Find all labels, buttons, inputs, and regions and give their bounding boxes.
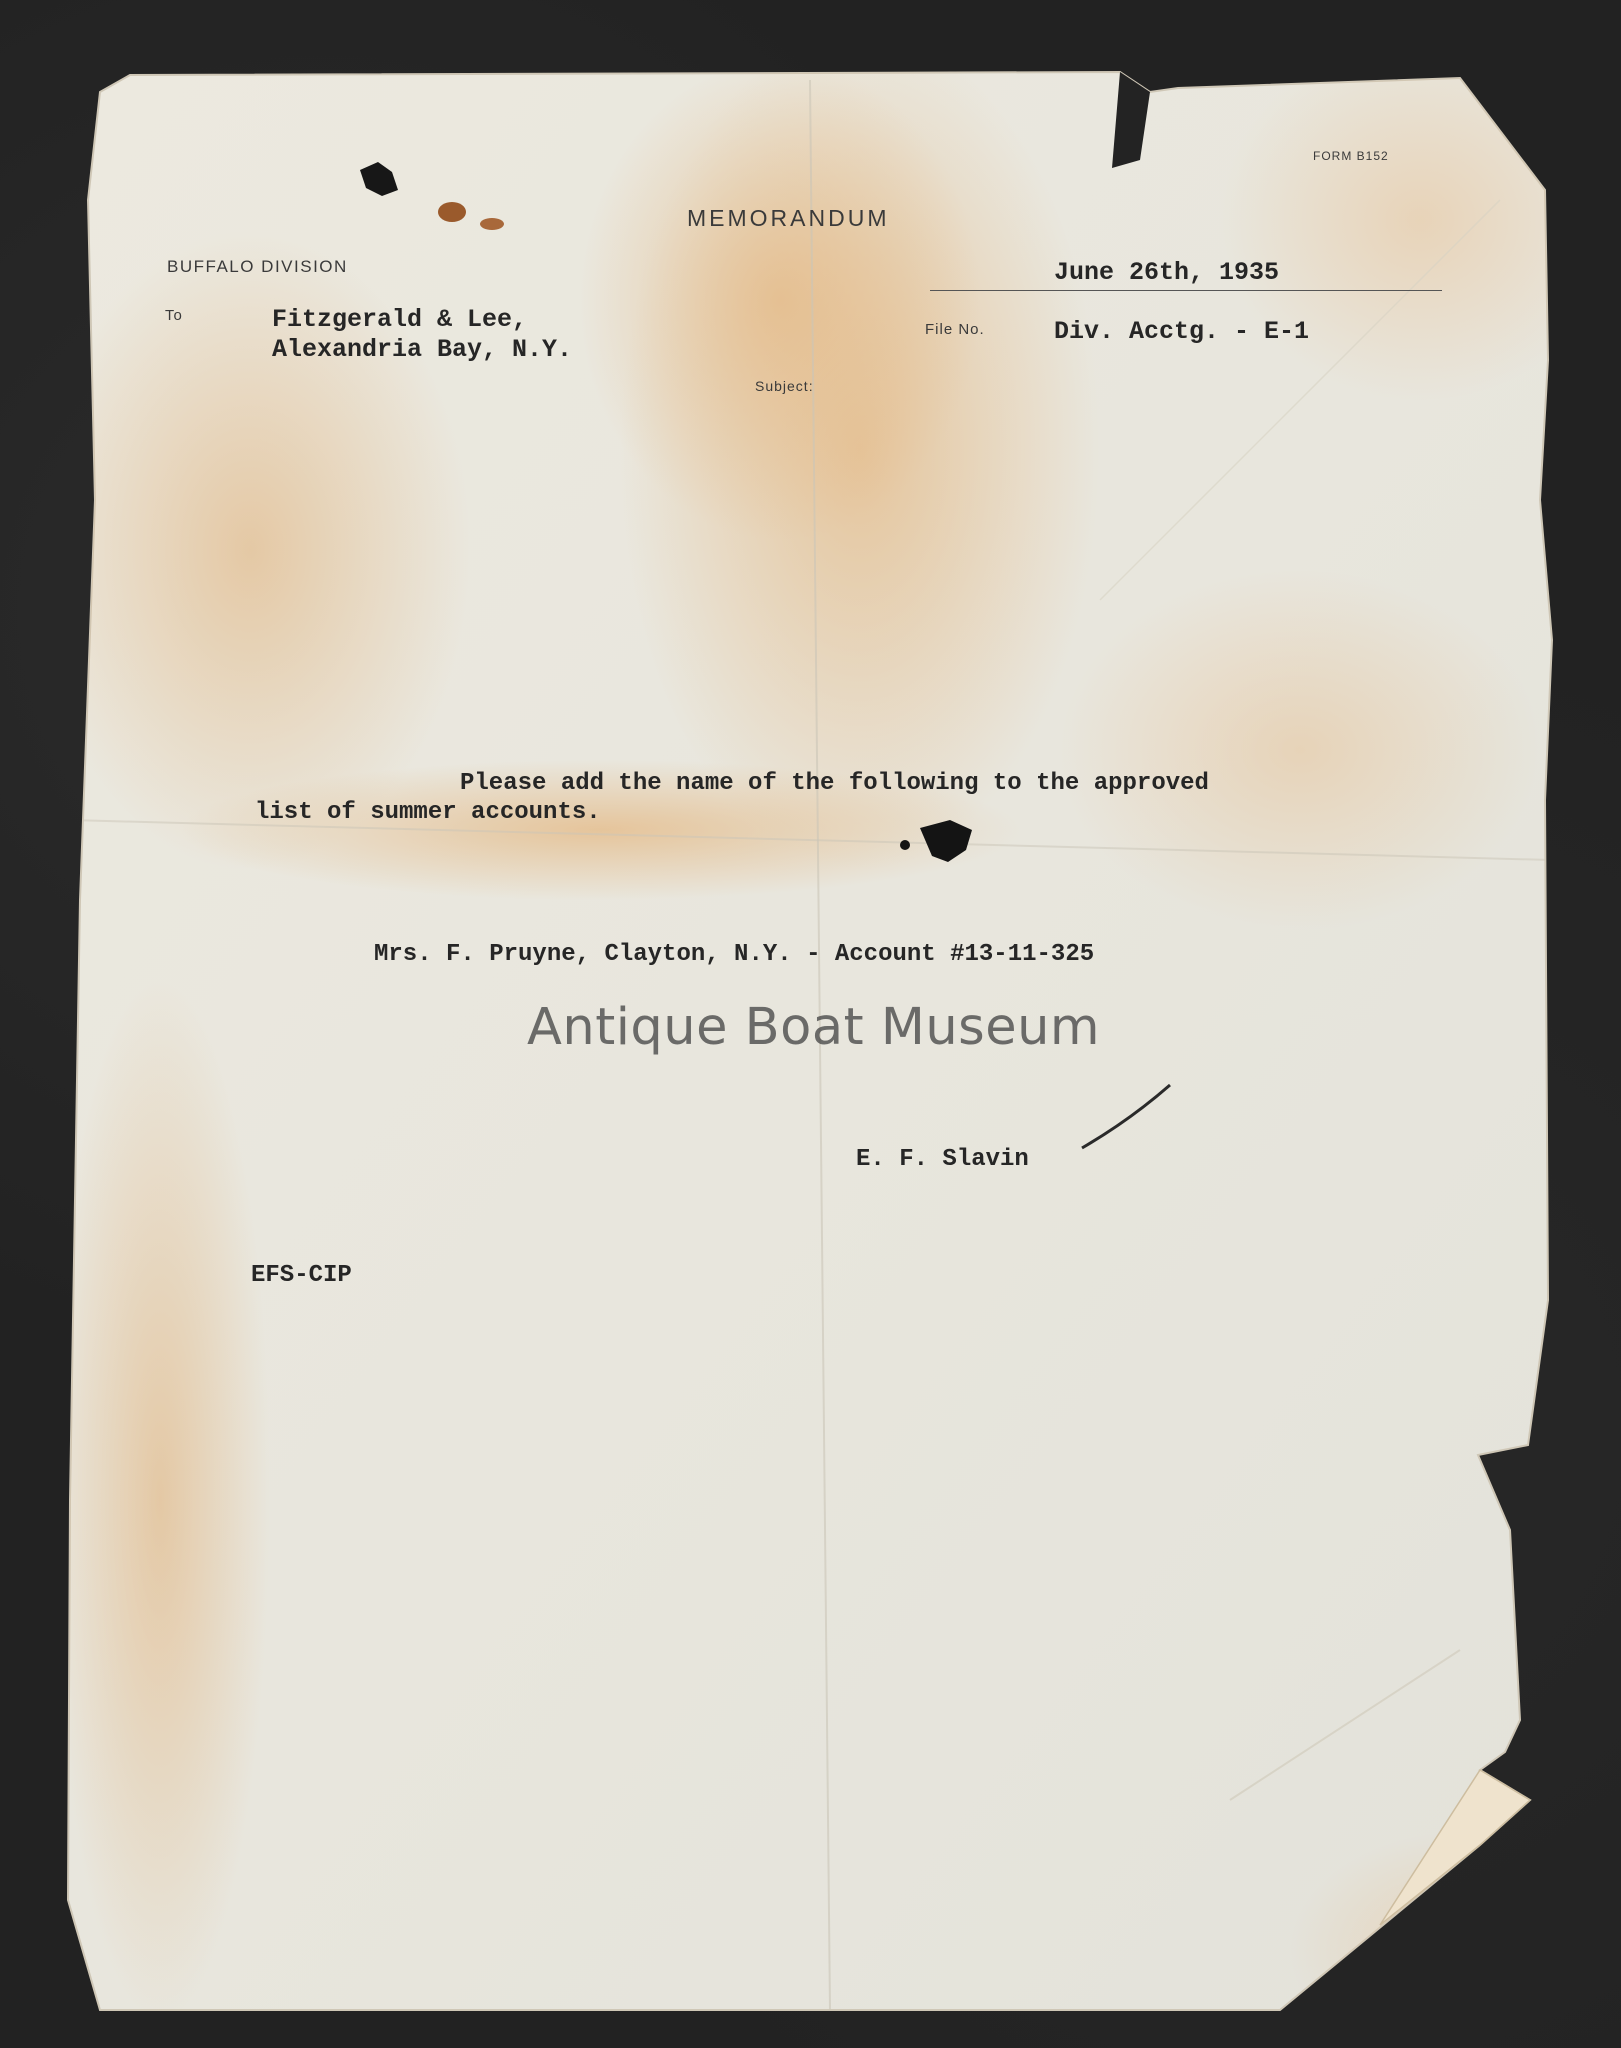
subject-label: Subject: (755, 378, 814, 394)
reference-initials: EFS-CIP (251, 1262, 352, 1289)
body-line-1: Please add the name of the following to the approved (460, 770, 1209, 797)
recipient-address: Alexandria Bay, N.Y. (272, 335, 573, 364)
body-line-2: list of summer accounts. (255, 799, 601, 826)
date-underline (930, 290, 1442, 291)
recipient-name: Fitzgerald & Lee, (272, 305, 528, 334)
file-number-value: Div. Acctg. - E-1 (1054, 317, 1310, 346)
signature-name: E. F. Slavin (856, 1146, 1029, 1173)
file-number-label: File No. (925, 321, 985, 338)
memo-date: June 26th, 1935 (1054, 258, 1280, 287)
memo-title: MEMORANDUM (687, 205, 890, 231)
to-label: To (165, 307, 183, 324)
form-number: FORM B152 (1313, 149, 1389, 163)
division-label: BUFFALO DIVISION (167, 257, 348, 276)
museum-watermark: Antique Boat Museum (527, 998, 1101, 1057)
account-line: Mrs. F. Pruyne, Clayton, N.Y. - Account #13-11-325 (374, 941, 1095, 968)
